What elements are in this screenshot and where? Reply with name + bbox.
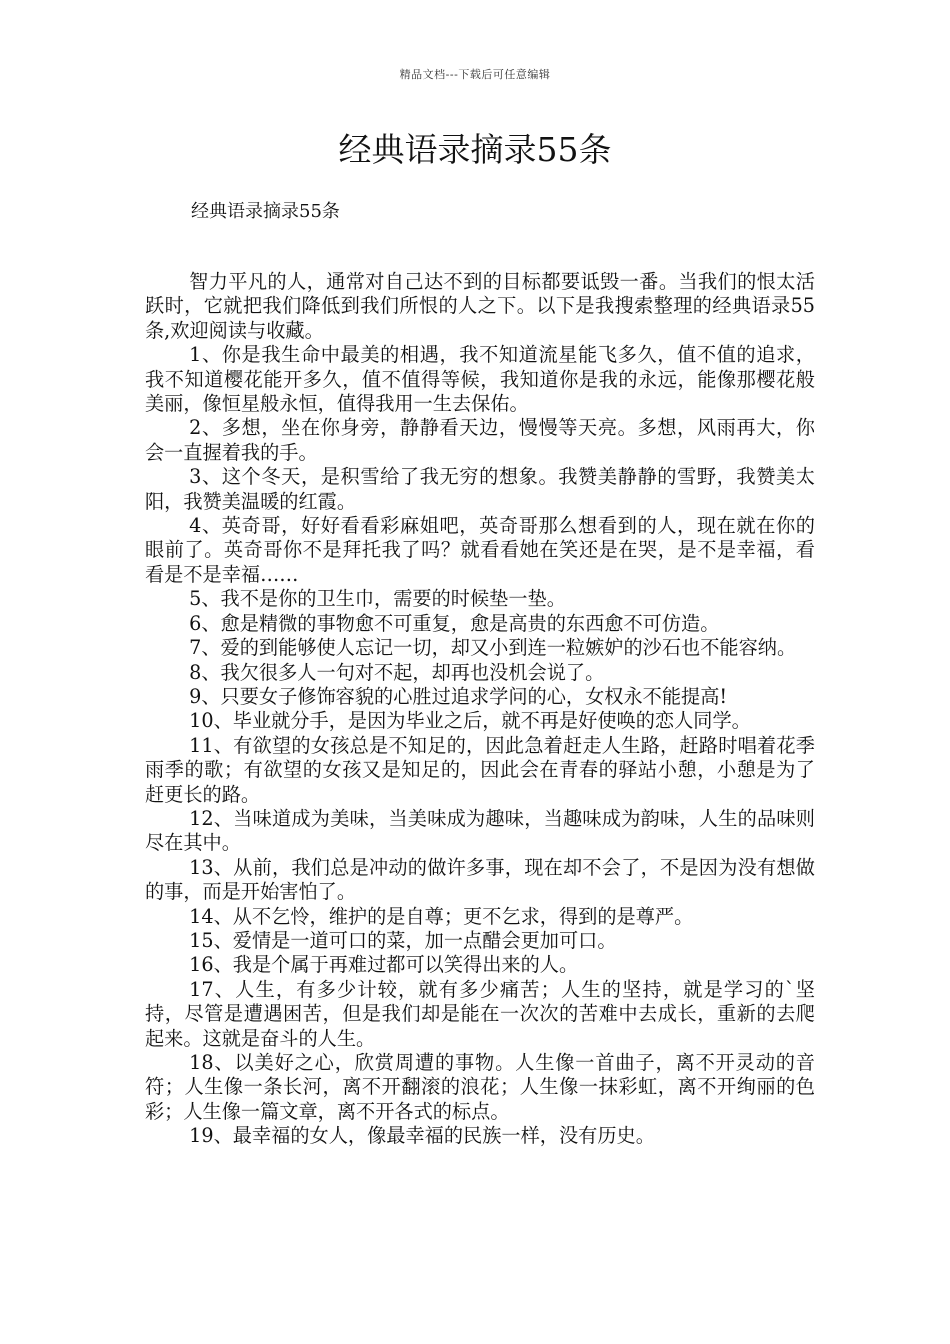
quote-paragraph: 14、从不乞怜，维护的是自尊；更不乞求，得到的是尊严。 xyxy=(189,904,694,928)
quote-paragraph: 4、英奇哥，好好看看彩麻姐吧，英奇哥那么想看到的人，现在就在你的眼前了。英奇哥你不是拜托我了吗？就看看她在笑还是在哭，是不是幸福，看看是不是幸福…… xyxy=(145,514,815,586)
intro-paragraph: 智力平凡的人，通常对自己达不到的目标都要诋毁一番。当我们的恨太活跃时，它就把我们降低到我们所恨的人之下。以下是我搜索整理的经典语录55条,欢迎阅读与收藏。 xyxy=(145,270,815,342)
quote-paragraph: 8、我欠很多人一句对不起，却再也没机会说了。 xyxy=(189,660,605,684)
document-subtitle: 经典语录摘录55条 xyxy=(191,201,340,222)
quote-paragraph: 3、这个冬天，是积雪给了我无穷的想象。我赞美静静的雪野，我赞美太阳，我赞美温暖的红霞。 xyxy=(145,465,815,513)
quote-paragraph: 12、当味道成为美味，当美味成为趣味，当趣味成为韵味，人生的品味则尽在其中。 xyxy=(145,806,815,855)
quote-paragraph: 10、毕业就分手，是因为毕业之后，就不再是好使唤的恋人同学。 xyxy=(189,709,751,733)
document-body xyxy=(145,270,815,1149)
quote-paragraph: 7、爱的到能够使人忘记一切，却又小到连一粒嫉妒的沙石也不能容纳。 xyxy=(189,636,797,660)
quote-paragraph: 16、我是个属于再难过都可以笑得出来的人。 xyxy=(189,953,579,977)
quote-paragraph: 1、你是我生命中最美的相遇，我不知道流星能飞多久，值不值的追求，我不知道樱花能开多久，值不值得等候，我知道你是我的永远，能像那樱花般美丽，像恒星般永恒，值得我用一生去保佑。 xyxy=(145,343,815,416)
header-note: 精品文档---下载后可任意编辑 xyxy=(399,68,551,81)
quote-paragraph: 2、多想，坐在你身旁，静静看天边，慢慢等天亮。多想，风雨再大，你会一直握着我的手。 xyxy=(145,416,815,464)
quote-paragraph: 11、有欲望的女孩总是不知足的，因此急着赶走人生路，赶路时唱着花季雨季的歌；有欲望的女孩又是知足的，因此会在青春的驿站小憩，小憩是为了赶更长的路。 xyxy=(145,733,815,806)
quote-paragraph: 19、最幸福的女人，像最幸福的民族一样，没有历史。 xyxy=(189,1124,655,1148)
quote-paragraph: 15、爱情是一道可口的菜，加一点醋会更加可口。 xyxy=(189,928,617,952)
quote-paragraph: 9、只要女子修饰容貌的心胜过追求学问的心，女权永不能提高! xyxy=(189,684,728,708)
quote-paragraph: 17、人生，有多少计较，就有多少痛苦；人生的坚持，就是学习的`坚持，尽管是遭遇困苦，但是我们却是能在一次次的苦难中去成长，重新的去爬起来。这就是奋斗的人生。 xyxy=(145,977,815,1050)
quote-paragraph: 5、我不是你的卫生巾，需要的时候垫一垫。 xyxy=(189,587,566,611)
quote-paragraph: 18、以美好之心，欣赏周遭的事物。人生像一首曲子，离不开灵动的音符；人生像一条长河，离不开翻滚的浪花；人生像一抹彩虹，离不开绚丽的色彩；人生像一篇文章，离不开各式的标点。 xyxy=(145,1051,815,1123)
quote-paragraph: 6、愈是精微的事物愈不可重复，愈是高贵的东西愈不可仿造。 xyxy=(189,611,720,635)
document-title: 经典语录摘录55条 xyxy=(338,130,612,169)
quote-paragraph: 13、从前，我们总是冲动的做许多事，现在却不会了，不是因为没有想做的事，而是开始害怕了。 xyxy=(145,855,815,904)
